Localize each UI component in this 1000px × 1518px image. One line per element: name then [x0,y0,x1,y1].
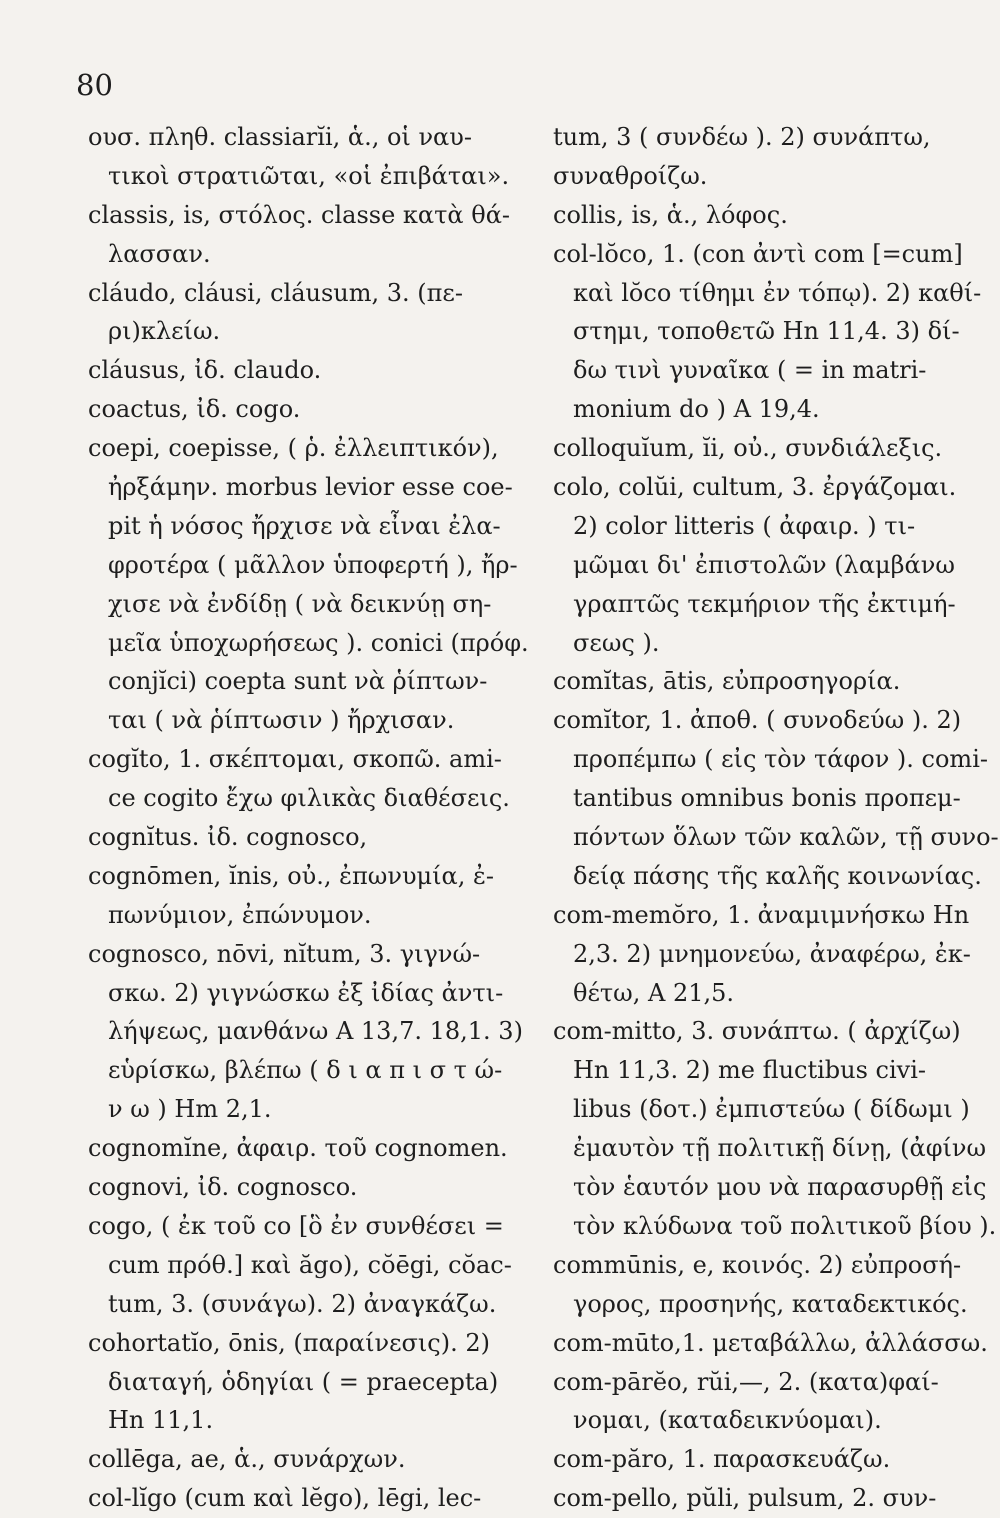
text-line: πωνύμιον, ἐπώνυμον. [108,900,372,929]
text-line: com-mūto,1. μεταβάλλω, ἀλλάσσω. [553,1328,988,1357]
text-line: διαταγή, ὁδηγίαι ( = praecepta) [108,1367,499,1396]
text-line: γορος, προσηνής, καταδεκτικός. [573,1289,968,1318]
text-line: τὸν ἑαυτόν μου νὰ παρασυρθῇ εἰς [573,1173,987,1202]
text-line: comĭtor, 1. ἀποθ. ( συνοδεύω ). 2) [553,706,962,735]
text-line: com-păro, 1. παρασκευάζω. [553,1445,891,1474]
text-line: δω τινὶ γυναῖκα ( = in matri- [573,356,927,385]
text-line: Hn 11,1. [108,1406,214,1435]
text-line: ν ω ) Hm 2,1. [108,1095,272,1124]
text-line: pit ἡ νόσος ἤρχισε νὰ εἶναι ἐλα- [108,511,501,540]
text-line: σεως ). [573,628,660,657]
text-line: εὑρίσκω, βλέπω ( δ ι α π ι σ τ ώ- [108,1056,503,1085]
text-line: coepi, coepisse, ( ῥ. ἐλλειπτικόν), [88,434,499,463]
text-line: θέτω, A 21,5. [573,978,735,1007]
text-line: πόντων ὅλων τῶν καλῶν, τῇ συνο- [573,823,999,852]
text-line: tum, 3 ( συνδέω ). 2) συνάπτω, [553,123,931,151]
left-column [88,118,528,1518]
text-line: νομαι, (καταδεικνύομαι). [573,1406,882,1435]
text-line: comĭtas, ātis, εὐπροσηγορία. [553,667,901,696]
text-line: colo, colŭi, cultum, 3. ἐργάζομαι. [553,473,957,502]
text-line: ρι)κλείω. [108,317,221,346]
text-line: χισε νὰ ἐνδίδῃ ( νὰ δεικνύῃ ση- [108,589,492,618]
text-line: καὶ lŏco τίθημι ἐν τόπῳ). 2) καθί- [573,278,982,307]
text-line: ἐμαυτὸν τῇ πολιτικῇ δίνῃ, (ἀφίνω [573,1134,987,1163]
text-line: coactus, ἰδ. cogo. [88,395,301,424]
text-line: cognōmen, ĭnis, οὐ., ἐπωνυμία, ἐ- [88,861,495,890]
text-line: cognomĭne, ἀφαιρ. τοῦ cognomen. [88,1134,508,1163]
text-line: 2) color litteris ( ἀφαιρ. ) τι- [573,511,916,540]
text-line: conjĭci) coepta sunt νὰ ῥίπτων- [108,667,488,696]
text-line: libus (δοτ.) ἐμπιστεύω ( δίδωμι ) [573,1095,970,1124]
text-line: δείᾳ πάσης τῆς καλῆς κοινωνίας. [573,861,982,890]
text-line: cogĭto, 1. σκέπτομαι, σκοπῶ. ami- [88,745,502,774]
text-line: ce cogito ἔχω φιλικὰς διαθέσεις. [108,784,510,813]
text-line: ἠρξάμην. morbus levior esse coe- [108,473,513,502]
text-line: προπέμπω ( εἰς τὸν τάφον ). comi- [573,745,988,774]
text-line: ται ( νὰ ῥίπτωσιν ) ἤρχισαν. [108,706,455,735]
text-line: com-memŏro, 1. ἀναμιμνήσκω Hn [553,900,970,929]
text-line: cláusus, ἰδ. claudo. [88,356,322,385]
text-line: commūnis, e, κοινός. 2) εὐπροσή- [553,1250,962,1279]
text-line: classis, is, στόλος. classe κατὰ θά- [88,200,511,229]
text-line: στημι, τοποθετῶ Hn 11,4. 3) δί- [573,317,960,346]
right-column [553,118,999,1518]
text-line: cogo, ( ἐκ τοῦ co [ὃ ἐν συνθέσει = [88,1211,504,1240]
text-line: com-mitto, 3. συνάπτω. ( ἀρχίζω) [553,1017,961,1046]
text-line: cognosco, nōvi, nĭtum, 3. γιγνώ- [88,939,481,968]
text-line: φροτέρα ( μᾶλλον ὑποφερτή ), ἤρ- [108,550,518,579]
text-line: cum πρόθ.] καὶ ăgo), cŏēgi, cŏac- [108,1250,512,1279]
text-line: λασσαν. [108,239,211,268]
text-line: com-pello, pŭli, pulsum, 2. συν- [553,1484,937,1513]
text-line: cláudo, cláusi, cláusum, 3. (πε- [88,278,463,307]
text-line: σκω. 2) γιγνώσκω ἐξ ἰδίας ἀντι- [108,978,504,1007]
text-line: collēga, ae, ἁ., συνάρχων. [88,1445,406,1474]
text-line: cognĭtus. ἰδ. cognosco, [88,823,368,852]
text-line: τικοὶ στρατιῶται, «οἱ ἐπιβάται». [108,161,510,190]
text-line: Hn 11,3. 2) me fluctibus civi- [573,1056,927,1085]
text-line: μεῖα ὑποχωρήσεως ). conici (πρόφ. [108,628,529,657]
text-line: μῶμαι δι' ἐπιστολῶν (λαμβάνω [573,550,955,579]
text-line: col-lŏco, 1. (con ἀντὶ com [=cum] [553,239,963,268]
text-line: συναθροίζω. [553,161,708,190]
text-line: cognovi, ἰδ. cognosco. [88,1173,358,1202]
page-number: 80 [76,68,113,102]
text-line: tantibus omnibus bonis προπεμ- [573,784,961,813]
text-line: col-lĭgo (cum καὶ lĕgo), lēgi, lec- [88,1484,482,1513]
text-line: λήψεως, μανθάνω A 13,7. 18,1. 3) [108,1017,523,1046]
text-line: com-pārĕo, rŭi,—, 2. (κατα)φαί- [553,1367,939,1396]
text-line: colloquĭum, ĭi, οὐ., συνδιάλεξις. [553,434,943,463]
text-line: ουσ. πληθ. classiarĭi, ἁ., οἱ ναυ- [88,123,472,151]
text-line: tum, 3. (συνάγω). 2) ἀναγκάζω. [108,1289,497,1318]
text-line: cohortatĭo, ōnis, (παραίνεσις). 2) [88,1328,490,1357]
text-line: monium do ) A 19,4. [573,395,820,424]
text-line: τὸν κλύδωνα τοῦ πολιτικοῦ βίου ). [573,1211,997,1240]
text-line: γραπτῶς τεκμήριον τῆς ἐκτιμή- [573,589,956,618]
text-line: collis, is, ἁ., λόφος. [553,200,788,229]
text-line: 2,3. 2) μνημονεύω, ἀναφέρω, ἐκ- [573,939,971,968]
